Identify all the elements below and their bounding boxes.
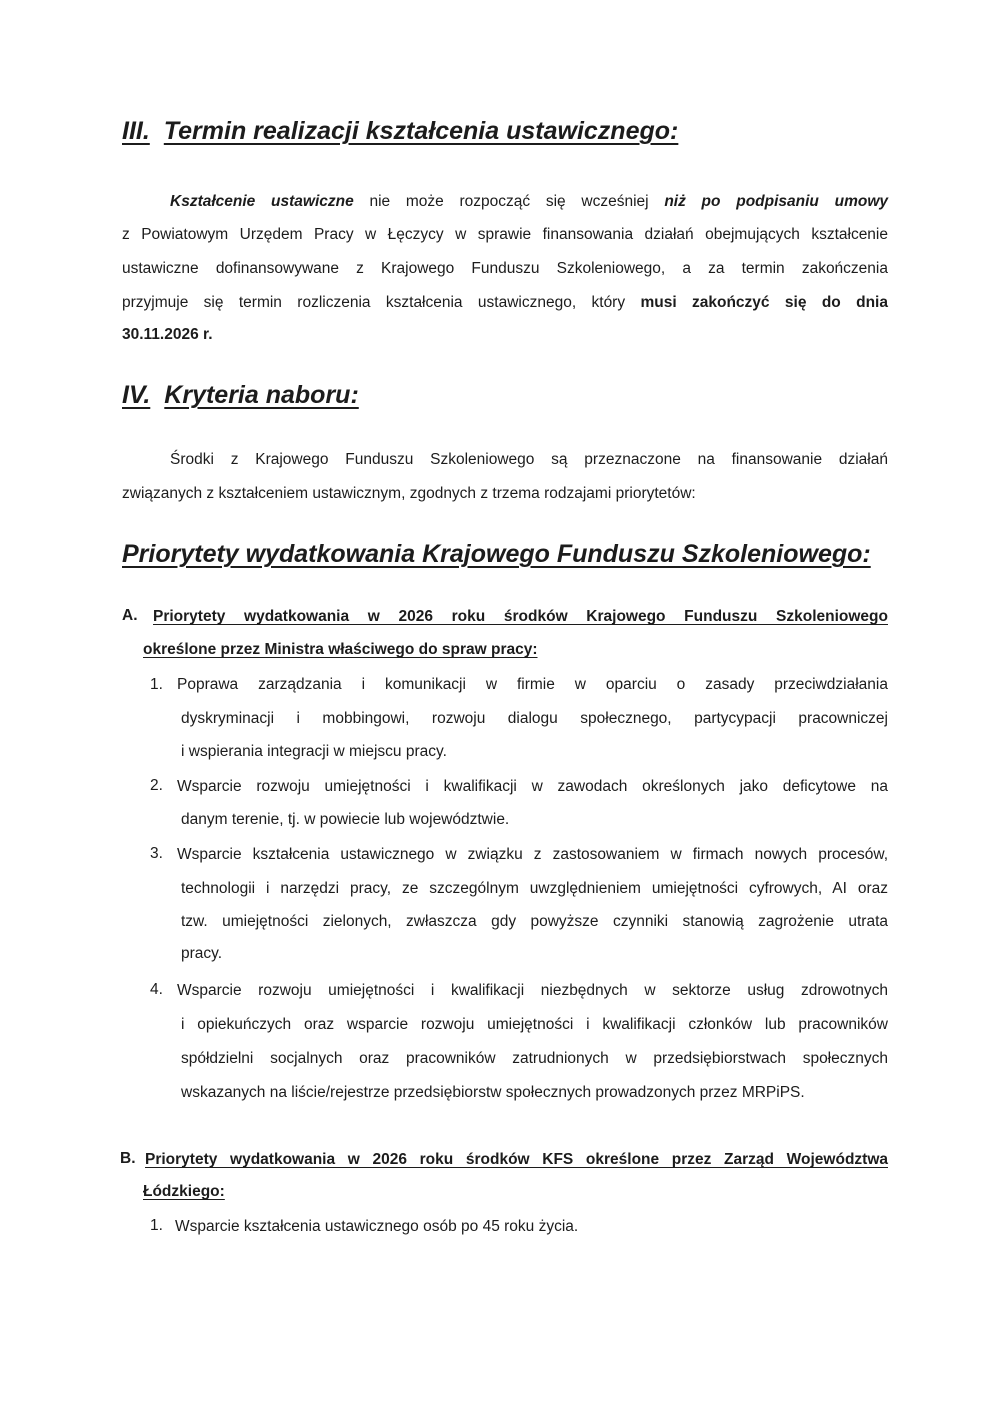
section-a-item-3-number: 3. [150,845,163,862]
section-3-title: Termin realizacji kształcenia ustawicznego: [163,117,679,145]
section-4-line-2: związanych z kształceniem ustawicznym, zgodnych z trzema rodzajami priorytetów: [122,485,696,502]
section-a-item-1-line-2: dyskryminacji i mobbingowi, rozwoju dialogu społecznego, partycypacji pracowniczej [181,710,888,727]
section-a-item-2-number: 2. [150,777,163,794]
section-3-line-1 [170,192,888,212]
section-3-number: III. [122,117,150,145]
section-3-line-1-text: nie może rozpocząć się wcześniej [353,193,665,210]
section-3-line-3: ustawiczne dofinansowywane z Krajowego Funduszu Szkoleniowego, a za termin zakończenia [122,260,888,277]
section-a-item-4-line-4: wskazanych na liście/rejestrze przedsiębiorstw społecznych prowadzonych przez MRPiPS. [181,1084,805,1101]
section-3-line-4-text: przyjmuje się termin rozliczenia kształcenia ustawicznego, który [122,294,641,311]
section-a-title-line-2 [143,640,538,660]
section-a-item-2-line-1: Wsparcie rozwoju umiejętności i kwalifikacji w zawodach określonych jako deficytowe na [177,778,888,795]
section-3-heading [122,117,678,146]
section-a-item-1-line-1: Poprawa zarządzania i komunikacji w firmie w oparciu o zasady przeciwdziałania [177,676,888,693]
section-b-title-line-1 [145,1150,888,1170]
section-a-item-3-line-1: Wsparcie kształcenia ustawicznego w związku z zastosowaniem w firmach nowych procesów, [177,846,888,863]
section-4-title: Kryteria naboru: [164,381,359,409]
section-b-letter: B. [120,1150,136,1167]
section-b-title-line-2-text: Łódzkiego: [143,1183,225,1200]
section-a-item-2-line-2: danym terenie, tj. w powiecie lub województwie. [181,811,510,828]
section-4-number: IV. [122,381,151,409]
section-3-line-4 [122,293,888,313]
section-a-title-line-1 [153,607,888,627]
section-a-letter: A. [122,607,138,624]
section-3-lead: Kształcenie ustawiczne [170,193,354,210]
section-a-title-line-2-text: określone przez Ministra właściwego do spraw pracy: [143,641,538,658]
section-b-item-1-number: 1. [150,1217,163,1234]
section-3-emphasis: niż po podpisaniu umowy [664,193,889,210]
section-a-item-4-line-1: Wsparcie rozwoju umiejętności i kwalifikacji niezbędnych w sektorze usług zdrowotnych [177,982,888,999]
section-4-heading [122,381,359,410]
section-4-line-1: Środki z Krajowego Funduszu Szkoleniowego są przeznaczone na finansowanie działań [170,451,888,468]
section-a-item-3-line-4: pracy. [181,945,223,962]
section-3-line-2: z Powiatowym Urzędem Pracy w Łęczycy w sprawie finansowania działań obejmujących kształcenie [122,226,888,243]
section-a-item-4-line-2: i opiekuńczych oraz wsparcie rozwoju umiejętności i kwalifikacji członków lub pracowników [181,1016,888,1033]
section-a-item-1-line-3: i wspierania integracji w miejscu pracy. [181,743,447,760]
section-3-deadline-date: 30.11.2026 r. [122,326,213,343]
section-a-item-3-line-3: tzw. umiejętności zielonych, zwłaszcza gdy powyższe czynniki stanowią zagrożenie utrata [181,913,888,930]
section-a-item-3-line-2: technologii i narzędzi pracy, ze szczególnym uwzględnieniem umiejętności cyfrowych, AI oraz [181,880,888,897]
priorities-heading: Priorytety wydatkowania Krajowego Funduszu Szkoleniowego: [122,540,871,568]
section-3-deadline-label: musi zakończyć się do dnia [640,294,888,311]
section-a-item-4-number: 4. [150,981,163,998]
section-b-item-1-line-1: Wsparcie kształcenia ustawicznego osób po 45 roku życia. [175,1218,579,1235]
section-b-title-line-1-text: Priorytety wydatkowania w 2026 roku środków KFS określone przez Zarząd Województwa [145,1151,888,1168]
section-b-title-line-2 [143,1182,225,1202]
section-a-item-1-number: 1. [150,676,163,693]
section-a-title-line-1-text: Priorytety wydatkowania w 2026 roku środków Krajowego Funduszu Szkoleniowego [153,608,888,625]
section-a-item-4-line-3: spółdzielni socjalnych oraz pracowników zatrudnionych w przedsiębiorstwach społecznych [181,1050,888,1067]
